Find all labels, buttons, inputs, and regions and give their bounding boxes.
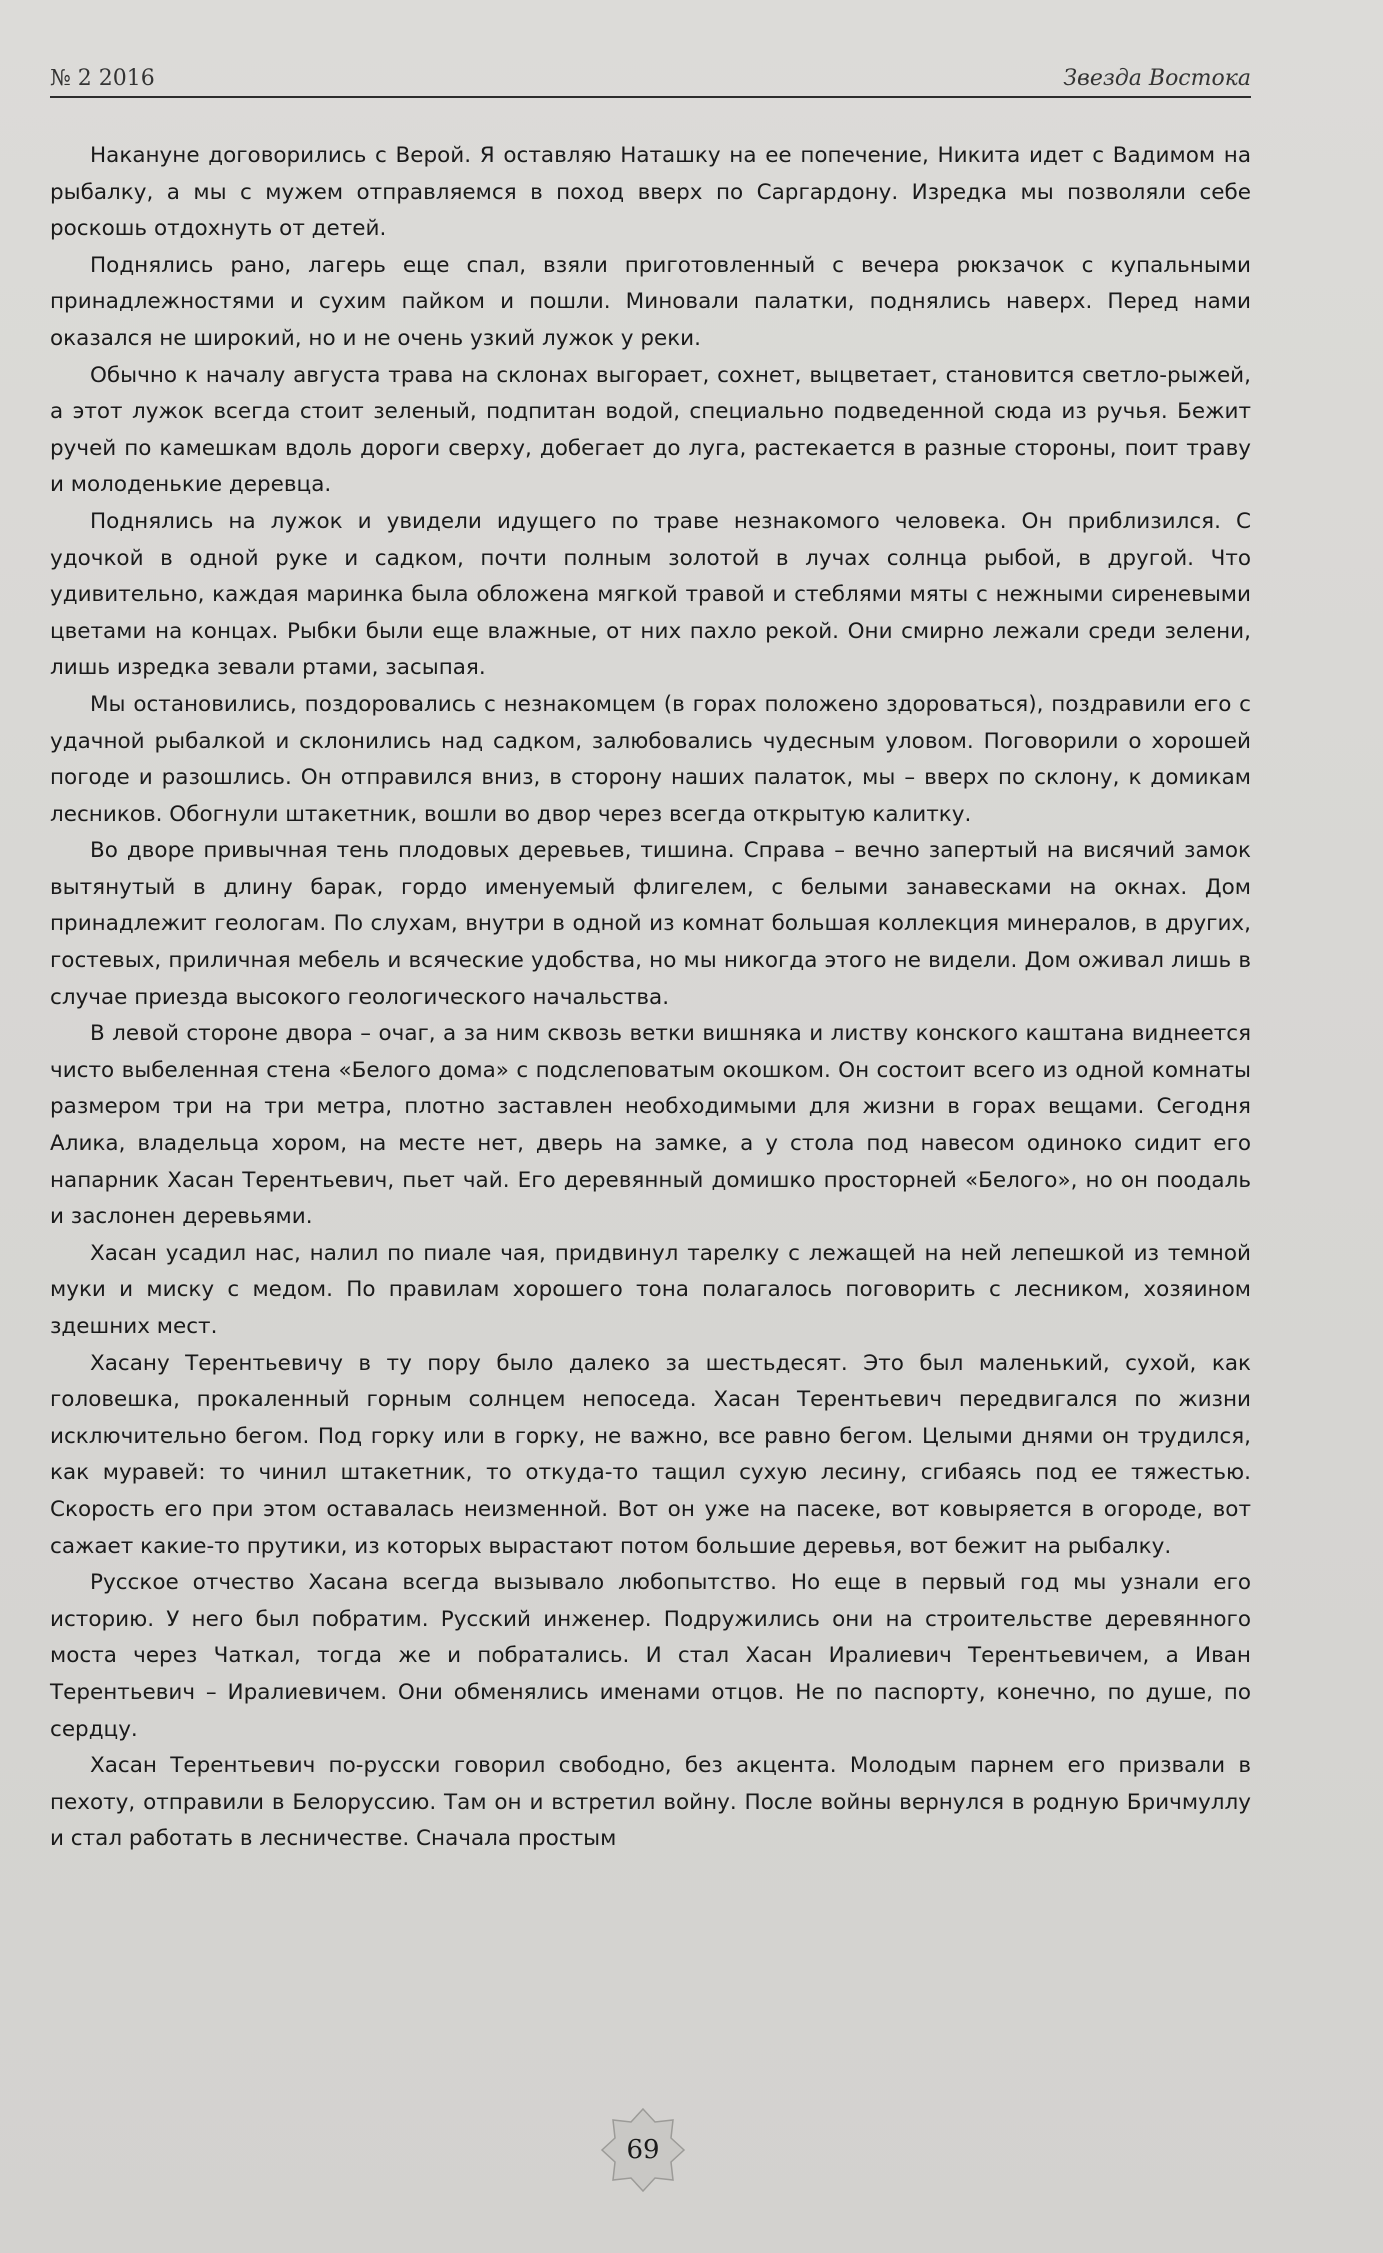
paragraph: Мы остановились, поздоровались с незнакомцем (в горах положено здороваться), поздравили его с удачной рыбалкой и склонились над садком, залюбовались чудесным уловом. Поговорили о хорошей погоде и разошлись. Он отправился вниз, в сторону наших палаток, мы – вверх по склону, к домикам лесников. Обогнули штакетник, вошли во двор через всегда открытую калитку. <box>50 691 1251 827</box>
paragraph: Хасан усадил нас, налил по пиале чая, придвинул тарелку с лежащей на ней лепешкой из темной муки и миску с медом. По правилам хорошего тона полагалось поговорить с лесником, хозяином здешних мест. <box>50 1240 1251 1339</box>
paragraph: В левой стороне двора – очаг, а за ним сквозь ветки вишняка и листву конского каштана виднеется чисто выбеленная стена «Белого дома» с подслеповатым окошком. Он состоит всего из одной комнаты размером три на три метра, плотно заставлен необходимыми для жизни в горах вещами. Сегодня Алика, владельца хором, на месте нет, дверь на замке, а у стола под навесом одиноко сидит его напарник Хасан Терентьевич, пьет чай. Его деревянный домишко просторней «Белого», но он поодаль и заслонен деревьями. <box>50 1021 1251 1230</box>
page-number-badge <box>598 2105 688 2195</box>
paragraph: Поднялись на лужок и увидели идущего по траве незнакомого человека. Он приблизился. С удочкой в одной руке и садком, почти полным золотой в лучах солнца рыбой, в другой. Что удивительно, каждая маринка была обложена мягкой травой и стеблями мяты с нежными сиреневыми цветами на концах. Рыбки были еще влажные, от них пахло рекой. Они смирно лежали среди зелени, лишь изредка зевали ртами, засыпая. <box>50 508 1251 681</box>
paragraph: Хасан Терентьевич по-русски говорил свободно, без акцента. Молодым парнем его призвали в пехоту, отправили в Белоруссию. Там он и встретил войну. После войны вернулся в родную Бричмуллу и стал работать в лесничестве. Сначала простым <box>50 1753 1251 1852</box>
running-header <box>50 62 1251 98</box>
issue-number: № 2 2016 <box>50 66 155 91</box>
paragraph: Хасану Терентьевичу в ту пору было далеко за шестьдесят. Это был маленький, сухой, как головешка, прокаленный горным солнцем непоседа. Хасан Терентьевич передвигался по жизни исключительно бегом. Под горку или в горку, не важно, все равно бегом. Целыми днями он трудился, как муравей: то чинил штакетник, то откуда-то тащил сухую лесину, сгибаясь под ее тяжестью. Скорость его при этом оставалась неизменной. Вот он уже на пасеке, вот ковыряется в огороде, вот сажает какие-то прутики, из которых вырастают потом большие деревья, вот бежит на рыбалку. <box>50 1350 1251 1559</box>
paragraph: Накануне договорились с Верой. Я оставляю Наташку на ее попечение, Никита идет с Вадимом на рыбалку, а мы с мужем отправляемся в поход вверх по Саргардону. Изредка мы позволяли себе роскошь отдохнуть от детей. <box>50 143 1251 242</box>
paragraph: Поднялись рано, лагерь еще спал, взяли приготовленный с вечера рюкзачок с купальными принадлежностями и сухим пайком и пошли. Миновали палатки, поднялись наверх. Перед нами оказался не широкий, но и не очень узкий лужок у реки. <box>50 252 1251 351</box>
paragraph: Русское отчество Хасана всегда вызывало любопытство. Но еще в первый год мы узнали его историю. У него был побратим. Русский инженер. Подружились они на строительстве деревянного моста через Чаткал, тогда же и побратались. И стал Хасан Иралиевич Терентьевичем, а Иван Терентьевич – Иралиевичем. Они обменялись именами отцов. Не по паспорту, конечно, по душе, по сердцу. <box>50 1570 1251 1742</box>
article-body <box>50 138 1251 1858</box>
page-number: 69 <box>626 2135 660 2165</box>
paragraph: Обычно к началу августа трава на склонах выгорает, сохнет, выцветает, становится светло-рыжей, а этот лужок всегда стоит зеленый, подпитан водой, специально подведенной сюда из ручья. Бежит ручей по камешкам вдоль дороги сверху, добегает до луга, растекается в разные стороны, поит траву и молоденькие деревца. <box>50 362 1251 498</box>
journal-title: Звезда Востока <box>1063 66 1251 91</box>
paragraph: Во дворе привычная тень плодовых деревьев, тишина. Справа – вечно запертый на висячий замок вытянутый в длину барак, гордо именуемый флигелем, с белыми занавесками на окнах. Дом принадлежит геологам. По слухам, внутри в одной из комнат большая коллекция минералов, в других, гостевых, приличная мебель и всяческие удобства, но мы никогда этого не видели. Дом оживал лишь в случае приезда высокого геологического начальства. <box>50 838 1251 1010</box>
